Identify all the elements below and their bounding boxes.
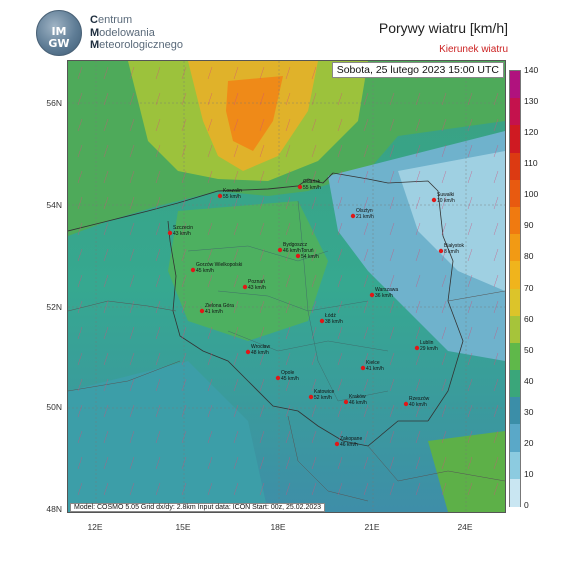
color-scale-segment	[510, 397, 520, 425]
color-scale-segment	[510, 234, 520, 262]
map-title: Porywy wiatru [km/h]	[378, 20, 508, 36]
city-marker	[309, 395, 313, 399]
city-name: Szczecin	[173, 225, 194, 231]
city-label	[325, 314, 343, 325]
city-label	[409, 397, 429, 408]
city-label	[444, 244, 464, 255]
city-name: Gorzów Wielkopolski	[196, 262, 243, 268]
city-marker	[243, 285, 247, 289]
logo-text-line2: GW	[48, 37, 70, 50]
city-name: Bydgoszcz	[283, 242, 308, 248]
city-gust-value: 48 km/h	[251, 349, 269, 356]
city-gust-value: 41 km/h	[366, 365, 384, 372]
city-gust-value: 43 km/h	[173, 230, 191, 237]
wind-gust-map	[67, 60, 506, 513]
color-scale-tick-label: 20	[524, 437, 534, 448]
city-gust-value: 29 km/h	[420, 345, 438, 352]
city-label	[340, 437, 362, 448]
city-gust-value: 54 km/h	[301, 253, 319, 260]
city-label	[301, 249, 319, 260]
lat-label-48: 48N	[46, 504, 62, 514]
city-name: Toruń	[301, 248, 314, 254]
city-name: Katowice	[314, 389, 335, 395]
lon-label-21: 21E	[364, 522, 380, 532]
city-gust-value: 52 km/h	[314, 394, 332, 401]
city-gust-value: 41 km/h	[205, 308, 223, 315]
city-name: Wrocław	[251, 344, 271, 350]
lon-label-12: 12E	[87, 522, 103, 532]
city-marker	[404, 402, 408, 406]
city-marker	[218, 194, 222, 198]
color-scale-tick-label: 40	[524, 375, 534, 386]
color-scale-tick-label: 100	[524, 189, 539, 200]
city-name: Rzeszów	[409, 396, 430, 402]
color-scale-segment	[510, 424, 520, 452]
city-name: Suwałki	[437, 192, 455, 198]
city-gust-value: 55 km/h	[223, 193, 241, 200]
city-name: Opole	[281, 370, 295, 376]
forecast-date: Sobota, 25 lutego 2023 15:00 UTC	[332, 62, 504, 78]
city-label	[437, 193, 455, 204]
color-scale-tick-label: 80	[524, 251, 534, 262]
city-name: Warszawa	[375, 287, 399, 293]
color-scale-bar	[509, 70, 521, 507]
city-name: Lublin	[420, 340, 434, 346]
city-marker	[415, 346, 419, 350]
city-gust-value: 46 km/h	[340, 441, 358, 448]
city-label	[251, 345, 270, 356]
color-scale-tick-label: 120	[524, 127, 539, 138]
color-scale-segment	[510, 261, 520, 289]
color-scale-segment	[510, 316, 520, 344]
color-scale-tick-label: 140	[524, 65, 539, 75]
city-gust-value: 36 km/h	[375, 292, 393, 299]
city-label	[248, 280, 266, 291]
city-label	[223, 189, 242, 200]
city-gust-value: 21 km/h	[356, 213, 374, 220]
city-gust-value: 10 km/h	[437, 197, 455, 204]
city-label	[173, 226, 193, 237]
color-scale-segment	[510, 180, 520, 208]
lat-label-50: 50N	[46, 402, 62, 412]
city-marker	[276, 376, 280, 380]
city-name: Koszalin	[223, 188, 242, 194]
map-canvas	[68, 61, 505, 512]
color-scale-tick-label: 0	[524, 500, 529, 510]
color-scale-segment	[510, 343, 520, 371]
color-scale-tick-label: 60	[524, 313, 534, 324]
city-gust-value: 8 km/h	[444, 248, 460, 255]
color-scale-tick-label: 30	[524, 406, 534, 417]
city-marker	[278, 248, 282, 252]
color-scale-segment	[510, 98, 520, 126]
city-name: Olsztyn	[356, 208, 373, 214]
city-marker	[320, 319, 324, 323]
color-scale-segment	[510, 125, 520, 153]
lat-label-56: 56N	[46, 98, 62, 108]
color-scale-tick-label: 70	[524, 282, 534, 293]
city-label	[375, 288, 398, 299]
city-marker	[191, 268, 195, 272]
color-scale-tick-label: 10	[524, 468, 534, 479]
color-scale-segment	[510, 479, 520, 507]
map-subtitle: Kierunek wiatru	[439, 44, 508, 55]
city-label	[205, 304, 234, 315]
city-gust-value: 45 km/h	[196, 267, 214, 274]
lat-label-54: 54N	[46, 200, 62, 210]
city-label	[356, 209, 374, 220]
city-name: Zielona Góra	[205, 303, 234, 309]
city-label	[196, 263, 242, 274]
city-marker	[296, 254, 300, 258]
city-marker	[200, 309, 204, 313]
city-marker	[432, 198, 436, 202]
city-gust-value: 38 km/h	[325, 318, 343, 325]
color-scale-segment	[510, 370, 520, 398]
city-marker	[439, 249, 443, 253]
city-name: Białystok	[444, 243, 465, 249]
city-gust-value: 45 km/h	[281, 375, 299, 382]
city-gust-value: 46 km/h	[283, 247, 301, 254]
city-marker	[361, 366, 365, 370]
city-marker	[370, 293, 374, 297]
city-name: Kraków	[349, 394, 366, 400]
model-info: Model: COSMO 5.05 Grid dx/dy: 2.8km Input data: ICON Start: 00z, 25.02.2023	[70, 503, 325, 512]
color-scale-tick-label: 130	[524, 96, 539, 107]
city-label	[314, 390, 334, 401]
city-name: Łódź	[325, 313, 336, 319]
city-marker	[351, 214, 355, 218]
city-gust-value: 55 km/h	[303, 184, 321, 191]
color-scale-segment	[510, 289, 520, 317]
city-label	[349, 395, 367, 406]
city-label	[281, 371, 299, 382]
city-gust-value: 40 km/h	[409, 401, 427, 408]
organization-name: Centrum Modelowania Meteorologicznego	[90, 14, 183, 51]
color-scale-segment	[510, 71, 520, 99]
city-gust-value: 43 km/h	[248, 284, 266, 291]
city-name: Poznań	[248, 279, 265, 285]
lon-label-18: 18E	[270, 522, 286, 532]
color-scale-tick-label: 110	[524, 158, 538, 169]
logo-text-line1: IM	[51, 25, 67, 38]
color-scale-tick-label: 50	[524, 344, 534, 355]
color-scale-segment	[510, 153, 520, 181]
color-scale-segment	[510, 452, 520, 480]
city-label	[303, 180, 321, 191]
city-name: Gdańsk	[303, 179, 321, 185]
city-marker	[246, 350, 250, 354]
city-marker	[335, 442, 339, 446]
lon-label-24: 24E	[457, 522, 473, 532]
city-name: Zakopane	[340, 436, 363, 442]
city-marker	[168, 231, 172, 235]
city-gust-value: 46 km/h	[349, 399, 367, 406]
city-marker	[344, 400, 348, 404]
imgw-logo	[36, 10, 82, 56]
lat-label-52: 52N	[46, 302, 62, 312]
color-scale-segment	[510, 207, 520, 235]
color-scale-tick-label: 90	[524, 220, 534, 231]
lon-label-15: 15E	[175, 522, 191, 532]
city-name: Kielce	[366, 360, 380, 366]
city-label	[420, 341, 438, 352]
city-label	[366, 361, 384, 372]
city-marker	[298, 185, 302, 189]
